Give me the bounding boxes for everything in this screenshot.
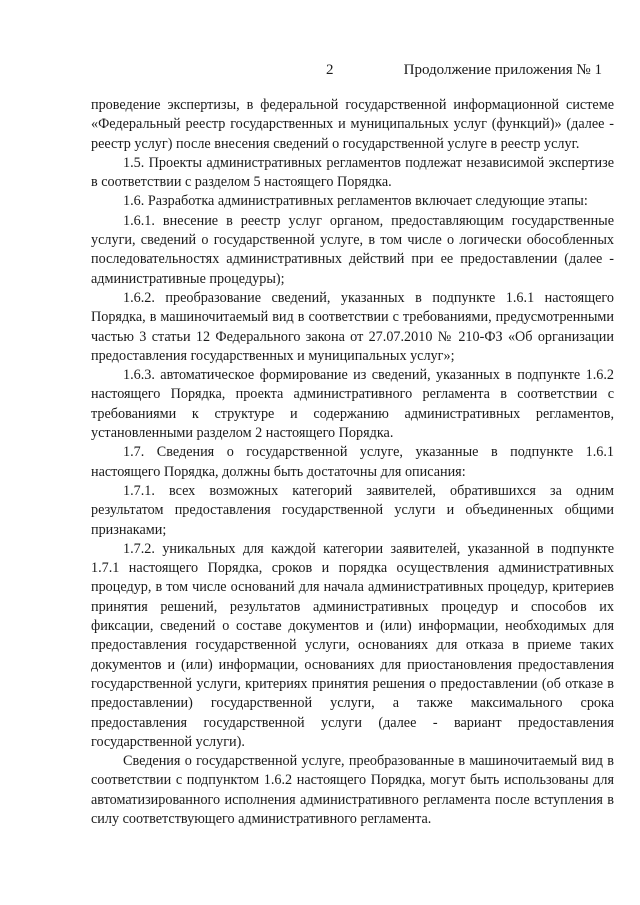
paragraph-1-6-3: 1.6.3. автоматическое формирование из сведений, указанных в подпункте 1.6.2 настоящего Порядка, проекта административного регламента в соответствии с требованиями к структуре и содержанию административных регламентов, установленными разделом 2 настоящего Порядка.: [91, 367, 614, 442]
paragraph-1-5: 1.5. Проекты административных регламентов подлежат независимой экспертизе в соответствии с разделом 5 настоящего Порядка.: [91, 154, 614, 191]
paragraph-continuation: проведение экспертизы, в федеральной государственной информационной системе «Федеральный реестр государственных и муниципальных услуг (функций)» (далее - реестр услуг) после внесения сведений о государственной услуге в реестр услуг.: [91, 97, 614, 152]
paragraph-1-7-2: 1.7.2. уникальных для каждой категории заявителей, указанной в подпункте 1.7.1 настоящего Порядка, сроков и порядка осуществления административных процедур, в том числе оснований для начала административных процедур, критериев принятия решений, результатов административных процедур и способов их фиксации, сведений о составе документов и (или) информации, необходимых для предоставления государственной услуги, основаниях для отказа в приеме таких документов и (или) информации, основаниях для приостановления предоставления государственной услуги, критериях принятия решения о предоставлении (об отказе в предоставлении) государственной услуги, а также максимального срока предоставления государственной услуги (далее - вариант предоставления государственной услуги).: [91, 540, 614, 750]
paragraph-1-6: 1.6. Разработка административных регламентов включает следующие этапы:: [123, 193, 588, 210]
paragraph-1-6-2: 1.6.2. преобразование сведений, указанных в подпункте 1.6.1 настоящего Порядка, в машиночитаемый вид в соответствии с требованиями, предусмотренными частью 3 статьи 12 Федерального закона от 27.07.2010 № 210-ФЗ «Об организации предоставления государственных и муниципальных услуг»;: [91, 289, 614, 364]
paragraph-1-6-1: 1.6.1. внесение в реестр услуг органом, предоставляющим государственные услуги, сведений о государственной услуге, в том числе о логически обособленных последовательностях административных действий при ее предоставлении (далее - административные процедуры);: [91, 212, 614, 287]
appendix-continuation-note: Продолжение приложения № 1: [403, 62, 602, 78]
page-number: 2: [326, 62, 334, 78]
paragraph-1-7-1: 1.7.1. всех возможных категорий заявителей, обратившихся за одним результатом предоставления государственной услуги и объединенных общими признаками;: [91, 482, 614, 538]
document-body: [91, 96, 614, 829]
paragraph-1-7: 1.7. Сведения о государственной услуге, указанные в подпункте 1.6.1 настоящего Порядка, должны быть достаточны для описания:: [91, 444, 614, 480]
paragraph-closing: Сведения о государственной услуге, преобразованные в машиночитаемый вид в соответствии с подпунктом 1.6.2 настоящего Порядка, могут быть использованы для автоматизированного исполнения административного регламента после вступления в силу соответствующего административного регламента.: [91, 753, 614, 827]
